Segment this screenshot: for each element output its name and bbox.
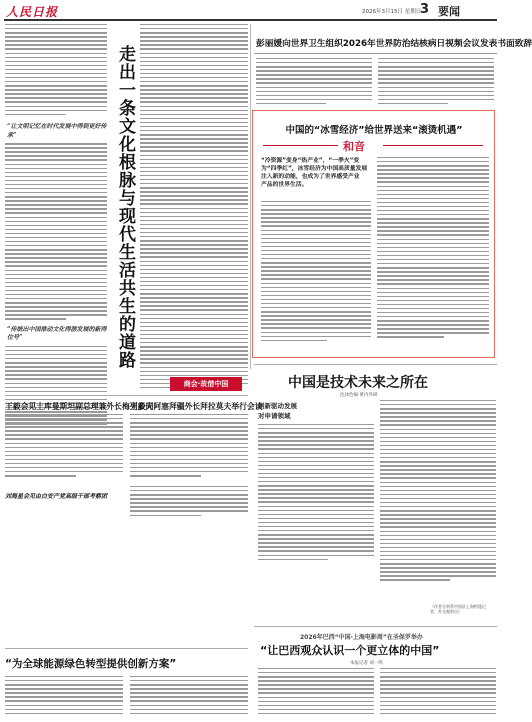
middle-caption-left: 刘海星会见由白安产党高级干部考察团 [5,493,108,500]
second-column-text [140,24,248,369]
bottom-rule-right [254,626,497,627]
middle-headline-left: 王毅会见土库曼斯坦副总理兼外长梅列多夫 [5,402,154,411]
middle-rule [5,395,248,396]
top-right-headline: 彭丽媛向世界卫生组织2026年世界防治结核病日视频会议发表书面致辞 [256,39,532,49]
feature-article-box [252,110,495,358]
pullquote-line-1: “冷资源”变身“热产业”，“一季火”变 [261,158,360,164]
bottom-left-text-2 [130,676,248,720]
feature-subhead: 和音 [343,140,365,153]
pullquote-line-2: 为“四季红”，冰雪经济为中国高质量发展 [261,166,368,172]
big-article-text-right [380,400,496,600]
newspaper-logo: 人民日报 [6,5,59,19]
section-name: 要闻 [438,5,460,18]
big-subhead: 创新驱动发展 [258,402,297,410]
big-article-text-left [258,424,374,572]
headline-rule [254,53,497,54]
subhead-rule-right [383,145,483,146]
bottom-right-text-1 [258,668,374,720]
middle-headline-right: 王毅同阿塞拜疆外长拜拉莫夫举行会谈 [130,402,263,411]
top-right-text-left [256,58,372,106]
feature-title: 中国的“冰雪经济”给世界送来“滚烫机遇” [285,125,463,136]
bottom-right-headline: “让巴西观众认识一个更立体的中国” [260,644,440,657]
bottom-right-byline: 本报记者 刘一鸣 [350,661,383,666]
vertical-headline: 走出一条文化根脉与现代生活共生的道路 [115,45,135,369]
middle-left-text [5,414,123,484]
bottom-left-text-1 [5,676,123,720]
middle-right-text [130,414,248,484]
pullquote-line-4: 产品的世界生活。 [261,182,308,188]
left-subhead-1: “让文明记忆在时代发展中得到更好传承” [7,123,107,140]
big-byline: 沈冰色编·黄内外研 [340,393,378,398]
middle-left-text-2 [130,486,248,526]
bottom-right-text-2 [380,668,496,720]
bottom-quote-headline: “为全球能源绿色转型提供创新方案” [5,658,177,670]
feature-pullquote [261,157,373,197]
masthead-rule [4,19,497,21]
big-headline-rule [254,364,497,365]
big-subhead-2: 对申请领域 [258,412,291,420]
left-subhead-2: “传统出中国推动文化得游发展的新得位号” [7,325,107,341]
feature-text-right [377,157,489,353]
feature-text-left [261,201,371,351]
subhead-rule-left [263,145,338,146]
page-number: 3 [420,2,430,17]
big-headline: 中国是技术未来之所在 [288,375,428,391]
column-divider [250,24,251,369]
top-right-text-right [378,58,494,106]
reporter-note: （作者分别系中国驻上海特派记者、外交观察员） [430,604,486,614]
bottom-right-kicker: 2026年巴西“中国·上海电影周”在圣保罗举办 [300,634,423,641]
left-column-text [5,24,107,366]
masthead [0,0,501,20]
bottom-rule-left [5,648,248,649]
section-banner: 商会·故借中国 [170,377,242,391]
issue-date: 2026年3月15日 星期日 [362,9,422,15]
pullquote-line-3: 注入新的动能，也成为了世界感受产业 [261,174,360,180]
